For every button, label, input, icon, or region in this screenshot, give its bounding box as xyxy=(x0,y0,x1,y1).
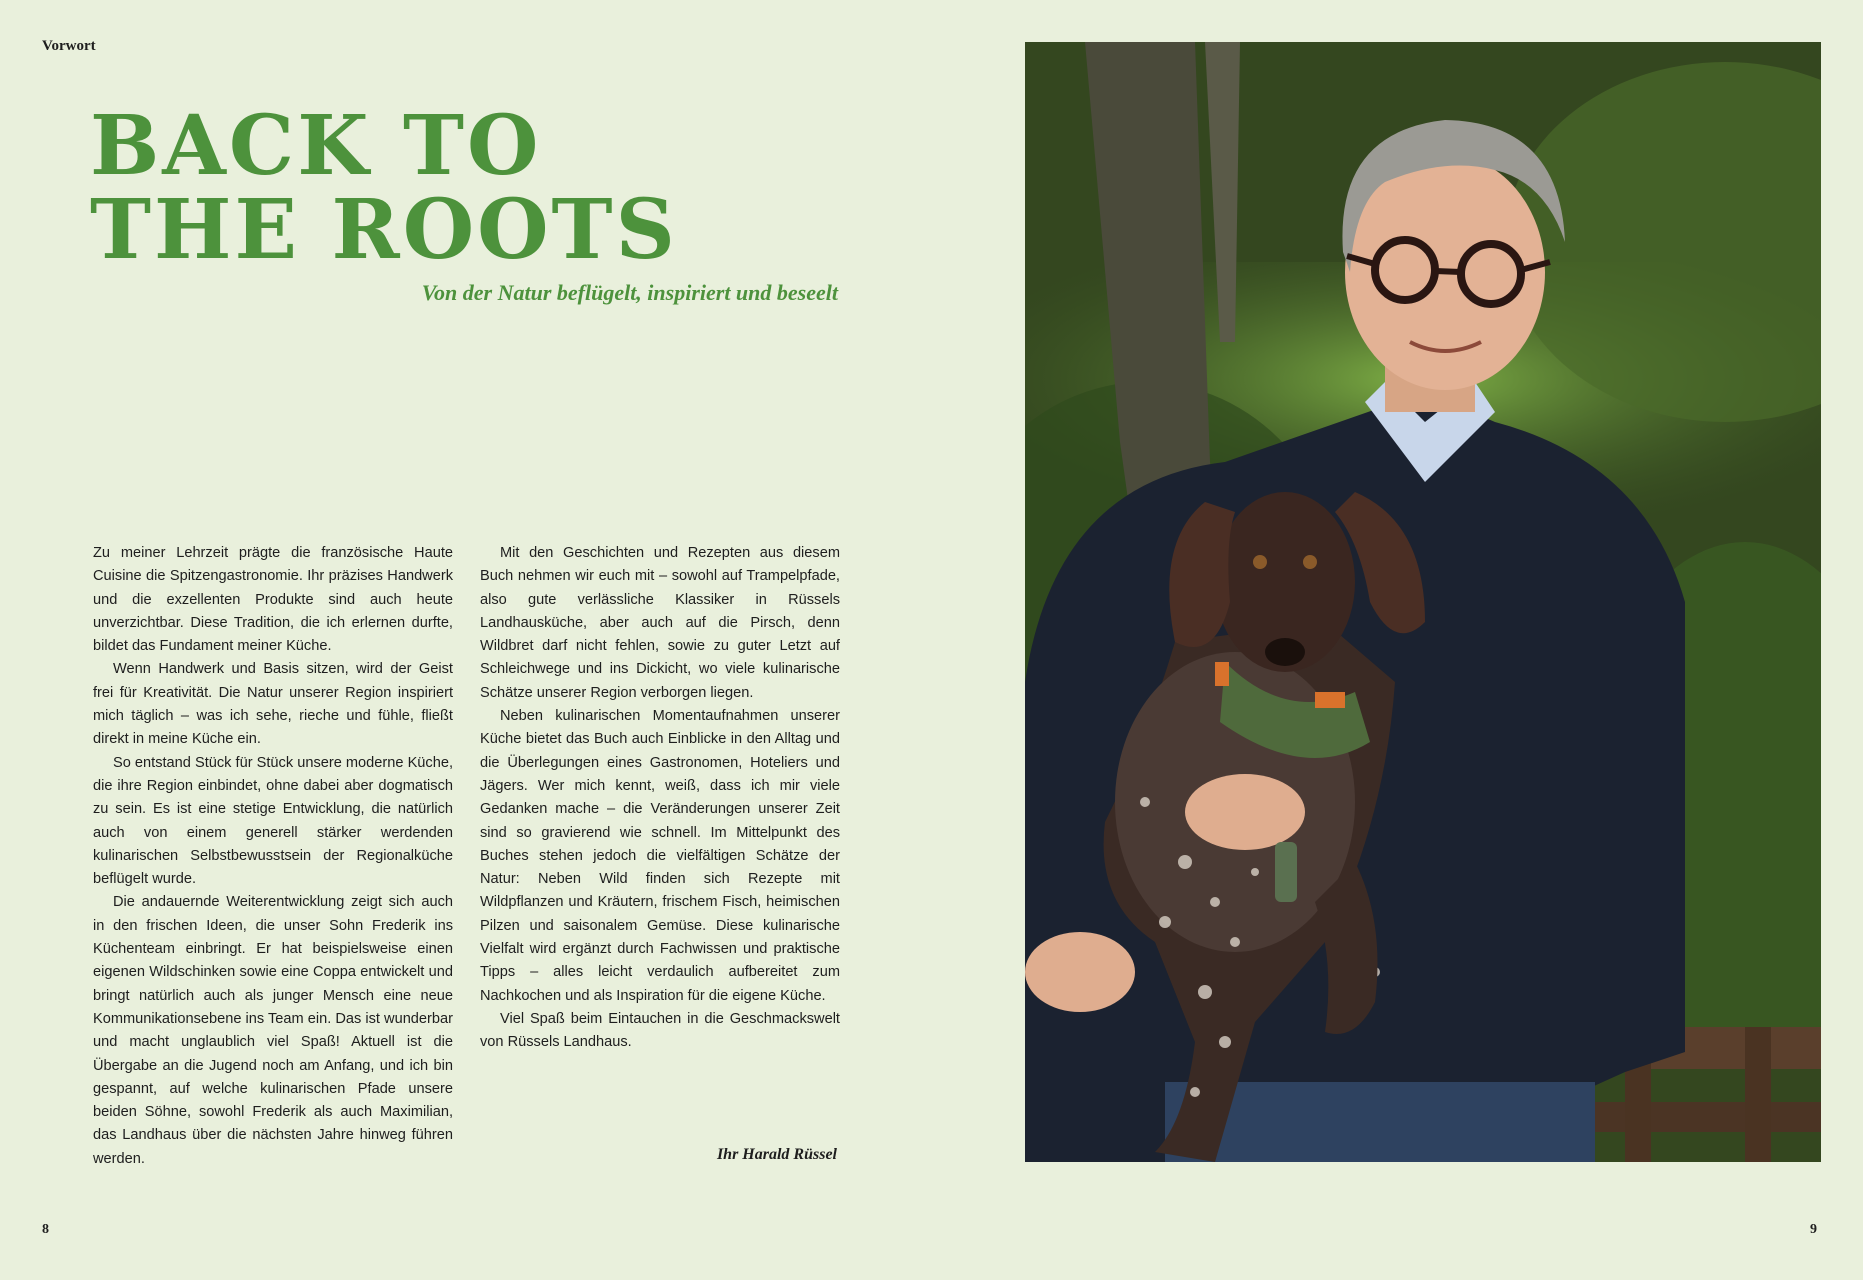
paragraph: So entstand Stück für Stück unsere moderne Küche, die ihre Region einbindet, ohne dabei aber dogmatisch zu sein. Es ist eine stetige Entwicklung, die natürlich auch von einem generell stärker werdenden kulinarischen Selbstbewusstsein der Regionalküche beflügelt wurde. xyxy=(93,754,453,888)
paragraph: Zu meiner Lehrzeit prägte die französische Haute Cuisine die Spitzengastronomie. Ihr präzises Handwerk und die exzellenten Produkte sind auch heute unverzichtbar. Diese Tradition, die ich erlernen durfte, bildet das Fundament meiner Küche. xyxy=(93,545,453,655)
paragraph: Mit den Geschichten und Rezepten aus diesem Buch nehmen wir euch mit – sowohl auf Trampelpfade, also gute verlässliche Klassiker in Rüssels Landhausküche, aber auch auf die Pirsch, denn Wildbret darf nicht fehlen, sowie zu guter Letzt auf Schleichwege und ins Dickicht, wo viele kulinarische Schätze unserer Region verborgen liegen. xyxy=(480,545,840,701)
page-number-right: 9 xyxy=(1810,1222,1817,1237)
page-number-left: 8 xyxy=(42,1222,49,1237)
paragraph: Viel Spaß beim Eintauchen in die Geschmackswelt von Rüssels Landhaus. xyxy=(480,1010,840,1051)
signature: Ihr Harald Rüssel xyxy=(716,1146,837,1163)
page-title xyxy=(90,98,678,278)
paragraph: Wenn Handwerk und Basis sitzen, wird der Geist frei für Kreativität. Die Natur unserer Region inspiriert mich täglich – was ich sehe, rieche und fühle, fließt direkt in meine Küche ein. xyxy=(93,661,453,748)
subtitle: Von der Natur beflügelt, inspiriert und beseelt xyxy=(421,280,838,305)
photo-illustration xyxy=(1025,42,1821,1162)
title-line-2: THE ROOTS xyxy=(90,182,678,278)
portrait-photo xyxy=(1025,42,1821,1162)
text-column-left xyxy=(93,542,453,1171)
paragraph: Neben kulinarischen Momentaufnahmen unserer Küche bietet das Buch auch Einblicke in den Alltag und die Überlegungen eines Gastronomen, Hoteliers und Jägers. Wer mich kennt, weiß, dass ich mir viele Gedanken mache – die Veränderungen unserer Zeit sind so gravierend wie schnell. Im Mittelpunkt des Buches stehen jedoch die vielfältigen Schätze der Natur: Neben Wild finden sich Rezepte mit Wildpflanzen und Kräutern, frischem Fisch, heimischen Pilzen und saisonalem Gemüse. Diese kulinarische Vielfalt wird ergänzt durch Fachwissen und praktische Tipps – alles leicht verdaulich aufbereitet zum Nachkochen und als Inspiration für die eigene Küche. xyxy=(480,708,840,1004)
title-line-1: BACK TO xyxy=(90,98,542,194)
paragraph: Die andauernde Weiterentwicklung zeigt sich auch in den frischen Ideen, die unser Sohn Frederik ins Küchenteam einbringt. Er hat beispielsweise einen eigenen Wildschinken sowie eine Coppa entwickelt und bringt natürlich auch als junger Mensch eine neue Kommunikationsebene ins Team ein. Das ist wunderbar und macht unglaublich viel Spaß! Aktuell ist die Übergabe an die Jugend noch am Anfang, und ich bin gespannt, auf welche kulinarischen Pfade unsere beiden Söhne, sowohl Frederik als auch Maximilian, das Landhaus über die nächsten Jahre hinweg führen werden. xyxy=(93,894,453,1167)
text-column-right xyxy=(480,542,840,1055)
section-label: Vorwort xyxy=(42,38,96,54)
